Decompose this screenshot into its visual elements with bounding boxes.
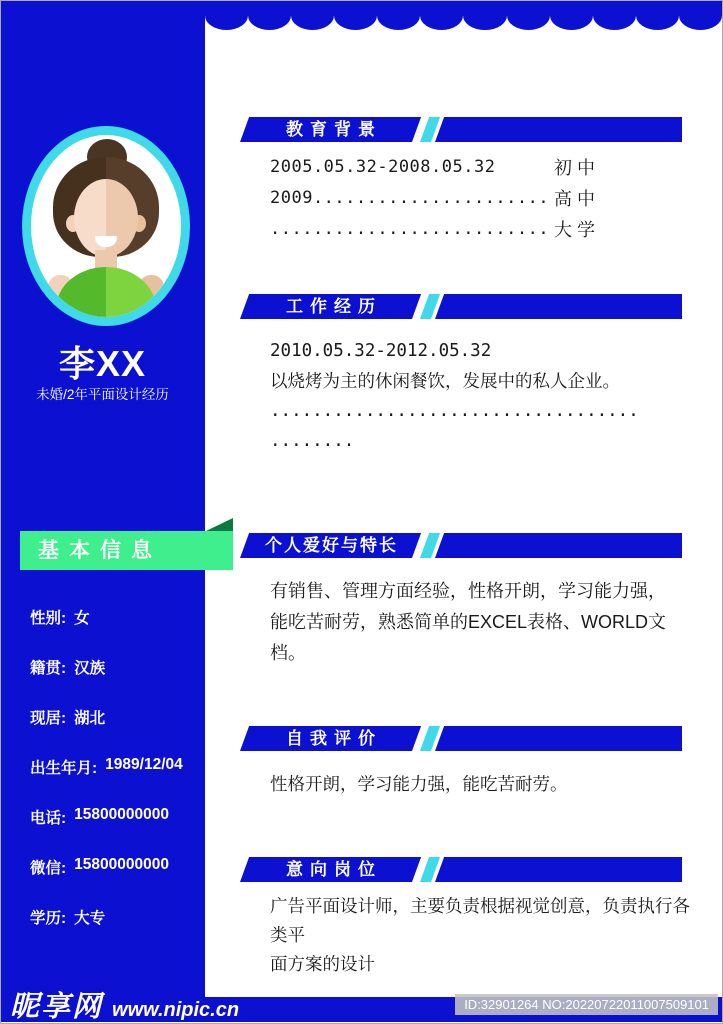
info-value: 15800000000 bbox=[74, 806, 169, 823]
info-value: 湖北 bbox=[74, 710, 106, 727]
info-item-birthdate bbox=[30, 756, 200, 806]
work-placeholder-dots: ................................... bbox=[270, 401, 639, 421]
section-header-self-eval bbox=[238, 726, 688, 751]
scallop bbox=[636, 1, 679, 30]
education-level: 初 中 bbox=[553, 157, 595, 178]
section-header-education bbox=[238, 117, 688, 142]
hobby-line: 有销售、管理方面经验，性格开朗，学习能力强， bbox=[270, 581, 666, 601]
scallop bbox=[291, 1, 334, 30]
info-label: 学历: bbox=[30, 910, 67, 927]
info-item-wechat bbox=[30, 856, 200, 906]
header-flag bbox=[240, 294, 421, 319]
section-title: 个人爱好与特长 bbox=[265, 536, 399, 555]
info-item-education-level bbox=[30, 906, 200, 956]
basic-info-title: 基本信息 bbox=[38, 539, 162, 562]
education-content bbox=[270, 151, 595, 244]
header-rule bbox=[444, 117, 682, 142]
education-row bbox=[270, 182, 595, 213]
header-rule bbox=[444, 726, 682, 751]
header-rule bbox=[444, 294, 682, 319]
self-eval-content bbox=[270, 770, 680, 798]
work-content bbox=[270, 336, 680, 456]
section-header-hobby bbox=[238, 533, 688, 558]
header-flag bbox=[240, 533, 421, 558]
intent-content bbox=[270, 892, 695, 979]
self-eval-line: 性格开朗，学习能力强，能吃苦耐劳。 bbox=[270, 774, 568, 794]
info-label: 性别: bbox=[30, 610, 67, 627]
basic-info-list bbox=[30, 606, 200, 956]
scallop bbox=[377, 1, 420, 30]
site-url: www.nipic.cn bbox=[112, 999, 240, 1021]
info-label: 电话: bbox=[30, 810, 67, 827]
info-item-origin bbox=[30, 656, 200, 706]
section-title: 自我评价 bbox=[286, 729, 383, 748]
scallop bbox=[593, 1, 636, 30]
scallop bbox=[248, 1, 291, 30]
scallop bbox=[205, 1, 248, 30]
info-label: 出生年月: bbox=[30, 760, 98, 777]
education-period: 2009...................... bbox=[270, 187, 550, 208]
scallop bbox=[463, 1, 506, 30]
education-level: 大 学 bbox=[553, 219, 595, 240]
basic-info-banner bbox=[20, 531, 233, 570]
section-header-intent bbox=[238, 857, 688, 882]
education-row bbox=[270, 213, 595, 244]
info-item-residence bbox=[30, 706, 200, 756]
work-period: 2010.05.32-2012.05.32 bbox=[270, 341, 492, 361]
info-label: 微信: bbox=[30, 860, 67, 877]
image-id-badge: ID:32901264 NO:20220722011007509101 bbox=[455, 994, 718, 1015]
site-logo: 昵享网 bbox=[10, 991, 104, 1023]
info-item-phone bbox=[30, 806, 200, 856]
info-value: 汉族 bbox=[74, 660, 106, 677]
info-label: 籍贯: bbox=[30, 660, 67, 677]
section-title: 工作经历 bbox=[286, 297, 383, 316]
header-flag bbox=[240, 857, 421, 882]
education-period: .......................... bbox=[270, 218, 550, 239]
intent-line: 面方案的设计 bbox=[270, 954, 375, 974]
banner-fold bbox=[206, 518, 233, 531]
header-rule bbox=[444, 533, 682, 558]
work-description: 以烧烤为主的休闲餐饮，发展中的私人企业。 bbox=[270, 371, 620, 391]
section-title: 教育背景 bbox=[286, 120, 383, 139]
scallop bbox=[507, 1, 550, 30]
scallop bbox=[679, 1, 722, 30]
hobby-line: 能吃苦耐劳，熟悉简单的EXCEL表格、WORLD文档。 bbox=[270, 612, 667, 663]
scallop bbox=[550, 1, 593, 30]
work-placeholder-dots: ........ bbox=[270, 431, 355, 451]
info-value: 1989/12/04 bbox=[105, 756, 183, 773]
info-label: 现居: bbox=[30, 710, 67, 727]
scallop bbox=[334, 1, 377, 30]
candidate-name: 李XX bbox=[58, 343, 147, 384]
education-level: 高 中 bbox=[553, 188, 595, 209]
info-value: 15800000000 bbox=[74, 856, 169, 873]
section-title: 意向岗位 bbox=[286, 860, 383, 879]
candidate-subtitle: 未婚/2年平面设计经历 bbox=[36, 387, 169, 402]
scallop-edge bbox=[205, 1, 722, 30]
education-row bbox=[270, 151, 595, 182]
avatar-shirt bbox=[56, 267, 156, 317]
section-header-work bbox=[238, 294, 688, 319]
avatar-frame bbox=[31, 135, 181, 317]
education-period: 2005.05.32-2008.05.32 bbox=[270, 156, 496, 177]
hobby-content bbox=[270, 576, 685, 669]
header-rule bbox=[444, 857, 682, 882]
header-flag bbox=[240, 726, 421, 751]
avatar bbox=[22, 126, 190, 326]
header-flag bbox=[240, 117, 421, 142]
info-value: 大专 bbox=[74, 910, 106, 927]
site-watermark bbox=[10, 984, 239, 1024]
scallop bbox=[420, 1, 463, 30]
info-value: 女 bbox=[74, 610, 90, 627]
intent-line: 广告平面设计师，主要负责根据视觉创意，负责执行各类平 bbox=[270, 896, 690, 945]
info-item-gender bbox=[30, 606, 200, 656]
